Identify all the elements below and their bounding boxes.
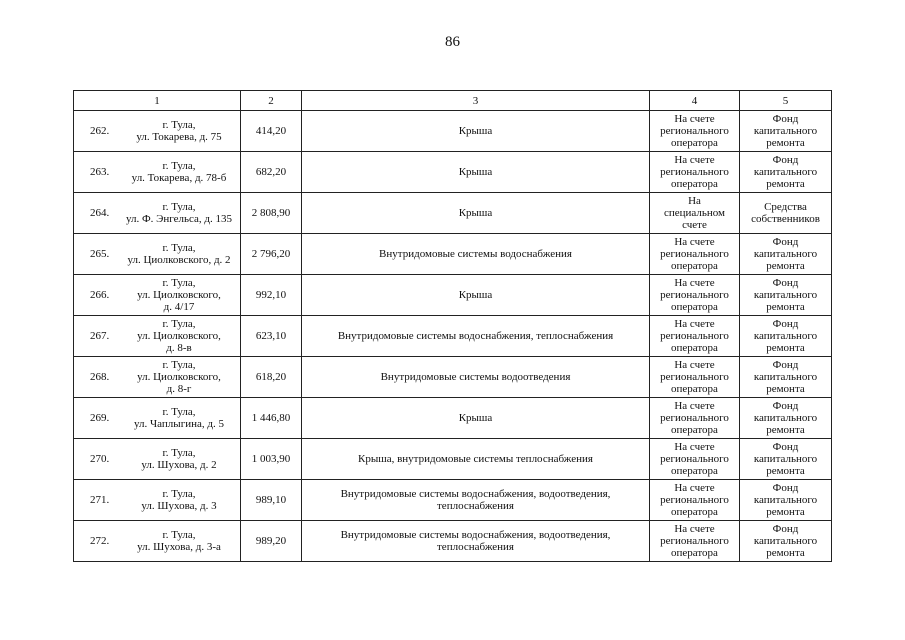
account-line: регионального — [660, 330, 729, 342]
funding-line: ремонта — [766, 547, 805, 559]
address-line: г. Тула, — [162, 488, 196, 500]
address-line: ул. Циолковского, — [137, 330, 221, 342]
address-line: г. Тула, — [162, 119, 196, 131]
account-line: регионального — [660, 412, 729, 424]
funding-line: ремонта — [766, 178, 805, 190]
work-type-cell: Внутридомовые системы водоснабжения, теплоснабжения — [302, 316, 650, 357]
funding-source-cell — [740, 398, 832, 439]
account-line: регионального — [660, 289, 729, 301]
header-col-2: 2 — [241, 91, 302, 111]
row-number: 266. — [90, 289, 110, 301]
table-row — [74, 316, 832, 357]
account-line: оператора — [671, 424, 718, 436]
account-line: регионального — [660, 166, 729, 178]
funding-line: Средства — [764, 201, 807, 213]
funding-line: капитального — [753, 453, 818, 465]
work-type-cell: Внутридомовые системы водоснабжения, водоотведения, теплоснабжения — [302, 521, 650, 562]
account-line: оператора — [671, 301, 718, 313]
address-line: д. 8-г — [166, 383, 192, 395]
address-line: г. Тула, — [162, 160, 196, 172]
work-type-cell: Крыша — [302, 398, 650, 439]
account-line: счете — [682, 219, 707, 231]
area-cell: 623,10 — [241, 316, 302, 357]
account-cell — [650, 480, 740, 521]
table-body — [74, 111, 832, 562]
funding-line: ремонта — [766, 465, 805, 477]
table-row — [74, 111, 832, 152]
account-line: регионального — [660, 125, 729, 137]
header-col-3: 3 — [302, 91, 650, 111]
address-line: ул. Чаплыгина, д. 5 — [134, 418, 224, 430]
funding-source-cell — [740, 275, 832, 316]
table-row — [74, 480, 832, 521]
address-line: д. 4/17 — [163, 301, 195, 313]
funding-source-cell — [740, 357, 832, 398]
funding-source-cell — [740, 316, 832, 357]
area-cell: 618,20 — [241, 357, 302, 398]
address-cell — [74, 480, 241, 521]
account-cell — [650, 193, 740, 234]
area-cell: 682,20 — [241, 152, 302, 193]
address-cell — [74, 152, 241, 193]
header-col-1: 1 — [74, 91, 241, 111]
address-line: г. Тула, — [162, 529, 196, 541]
funding-source-cell — [740, 521, 832, 562]
address-line: ул. Циолковского, — [137, 289, 221, 301]
row-number: 269. — [90, 412, 110, 424]
funding-source-cell — [740, 480, 832, 521]
address-line: г. Тула, — [162, 277, 196, 289]
funding-line: ремонта — [766, 383, 805, 395]
address-cell — [74, 316, 241, 357]
account-cell — [650, 439, 740, 480]
address-line: ул. Ф. Энгельса, д. 135 — [125, 213, 233, 225]
address-line: д. 8-в — [166, 342, 192, 354]
account-line: регионального — [660, 248, 729, 260]
address-line: ул. Шухова, д. 3-а — [137, 541, 221, 553]
funding-line: Фонд — [772, 523, 799, 535]
funding-source-cell — [740, 111, 832, 152]
funding-line: капитального — [753, 289, 818, 301]
address-line: ул. Циолковского, — [137, 371, 221, 383]
account-cell — [650, 316, 740, 357]
account-line: регионального — [660, 371, 729, 383]
header-col-5: 5 — [740, 91, 832, 111]
area-cell: 1 446,80 — [241, 398, 302, 439]
account-cell — [650, 521, 740, 562]
account-line: оператора — [671, 506, 718, 518]
area-cell: 414,20 — [241, 111, 302, 152]
row-number: 262. — [90, 125, 110, 137]
funding-source-cell — [740, 234, 832, 275]
funding-line: капитального — [753, 371, 818, 383]
area-cell: 989,20 — [241, 521, 302, 562]
address-line: г. Тула, — [162, 406, 196, 418]
account-line: На счете — [674, 113, 715, 125]
table-row — [74, 398, 832, 439]
funding-line: капитального — [753, 494, 818, 506]
row-number: 267. — [90, 330, 110, 342]
account-line: На счете — [674, 523, 715, 535]
account-line: На счете — [674, 154, 715, 166]
account-line: На счете — [674, 441, 715, 453]
account-cell — [650, 111, 740, 152]
account-line: оператора — [671, 137, 718, 149]
area-cell: 989,10 — [241, 480, 302, 521]
row-number: 272. — [90, 535, 110, 547]
address-line: г. Тула, — [162, 201, 196, 213]
address-cell — [74, 357, 241, 398]
funding-line: капитального — [753, 125, 818, 137]
account-line: оператора — [671, 465, 718, 477]
area-cell: 2 808,90 — [241, 193, 302, 234]
address-cell — [74, 193, 241, 234]
row-number: 263. — [90, 166, 110, 178]
account-line: оператора — [671, 342, 718, 354]
funding-source-cell — [740, 193, 832, 234]
funding-line: собственников — [751, 213, 820, 225]
address-line: ул. Циолковского, д. 2 — [127, 254, 231, 266]
row-number: 264. — [90, 207, 110, 219]
address-cell — [74, 521, 241, 562]
work-type-cell: Крыша — [302, 193, 650, 234]
account-line: На счете — [674, 236, 715, 248]
account-line: На счете — [674, 482, 715, 494]
address-line: г. Тула, — [162, 318, 196, 330]
address-cell — [74, 398, 241, 439]
funding-line: ремонта — [766, 506, 805, 518]
account-line: На счете — [674, 359, 715, 371]
table-row — [74, 275, 832, 316]
funding-line: Фонд — [772, 482, 799, 494]
table-row — [74, 152, 832, 193]
funding-line: Фонд — [772, 359, 799, 371]
work-type-cell: Внутридомовые системы водоснабжения — [302, 234, 650, 275]
funding-line: капитального — [753, 166, 818, 178]
work-type-cell: Крыша, внутридомовые системы теплоснабжения — [302, 439, 650, 480]
funding-line: Фонд — [772, 154, 799, 166]
table-row — [74, 357, 832, 398]
work-type-cell: Крыша — [302, 275, 650, 316]
funding-line: ремонта — [766, 137, 805, 149]
account-line: оператора — [671, 547, 718, 559]
funding-line: ремонта — [766, 301, 805, 313]
row-number: 270. — [90, 453, 110, 465]
address-line: ул. Токарева, д. 75 — [136, 131, 222, 143]
row-number: 265. — [90, 248, 110, 260]
account-cell — [650, 398, 740, 439]
funding-line: ремонта — [766, 342, 805, 354]
funding-source-cell — [740, 152, 832, 193]
account-line: оператора — [671, 260, 718, 272]
funding-line: Фонд — [772, 113, 799, 125]
account-line: На счете — [674, 277, 715, 289]
address-line: г. Тула, — [162, 359, 196, 371]
account-cell — [650, 357, 740, 398]
funding-line: капитального — [753, 330, 818, 342]
account-line: оператора — [671, 178, 718, 190]
row-number: 271. — [90, 494, 110, 506]
funding-line: Фонд — [772, 318, 799, 330]
funding-source-cell — [740, 439, 832, 480]
address-line: ул. Токарева, д. 78-б — [131, 172, 227, 184]
address-line: ул. Шухова, д. 3 — [141, 500, 217, 512]
account-line: На — [688, 195, 701, 207]
work-type-cell: Внутридомовые системы водоснабжения, водоотведения, теплоснабжения — [302, 480, 650, 521]
funding-line: Фонд — [772, 400, 799, 412]
account-line: регионального — [660, 494, 729, 506]
address-cell — [74, 234, 241, 275]
funding-line: Фонд — [772, 236, 799, 248]
area-cell: 1 003,90 — [241, 439, 302, 480]
address-cell — [74, 439, 241, 480]
address-line: ул. Шухова, д. 2 — [141, 459, 217, 471]
address-cell — [74, 111, 241, 152]
account-line: регионального — [660, 535, 729, 547]
page-number: 86 — [445, 34, 460, 50]
address-line: г. Тула, — [162, 447, 196, 459]
account-cell — [650, 275, 740, 316]
table-row — [74, 439, 832, 480]
funding-line: ремонта — [766, 260, 805, 272]
table-row — [74, 193, 832, 234]
row-number: 268. — [90, 371, 110, 383]
account-line: На счете — [674, 318, 715, 330]
work-type-cell: Крыша — [302, 152, 650, 193]
table-row — [74, 234, 832, 275]
account-line: специальном — [663, 207, 726, 219]
address-cell — [74, 275, 241, 316]
repair-program-table — [73, 90, 832, 562]
area-cell: 992,10 — [241, 275, 302, 316]
work-type-cell: Внутридомовые системы водоотведения — [302, 357, 650, 398]
account-cell — [650, 152, 740, 193]
work-type-cell: Крыша — [302, 111, 650, 152]
funding-line: ремонта — [766, 424, 805, 436]
account-line: оператора — [671, 383, 718, 395]
funding-line: Фонд — [772, 441, 799, 453]
table-row — [74, 521, 832, 562]
header-col-4: 4 — [650, 91, 740, 111]
account-line: регионального — [660, 453, 729, 465]
header-row — [74, 91, 832, 111]
funding-line: капитального — [753, 535, 818, 547]
address-line: г. Тула, — [162, 242, 196, 254]
funding-line: Фонд — [772, 277, 799, 289]
account-line: На счете — [674, 400, 715, 412]
area-cell: 2 796,20 — [241, 234, 302, 275]
funding-line: капитального — [753, 412, 818, 424]
funding-line: капитального — [753, 248, 818, 260]
account-cell — [650, 234, 740, 275]
